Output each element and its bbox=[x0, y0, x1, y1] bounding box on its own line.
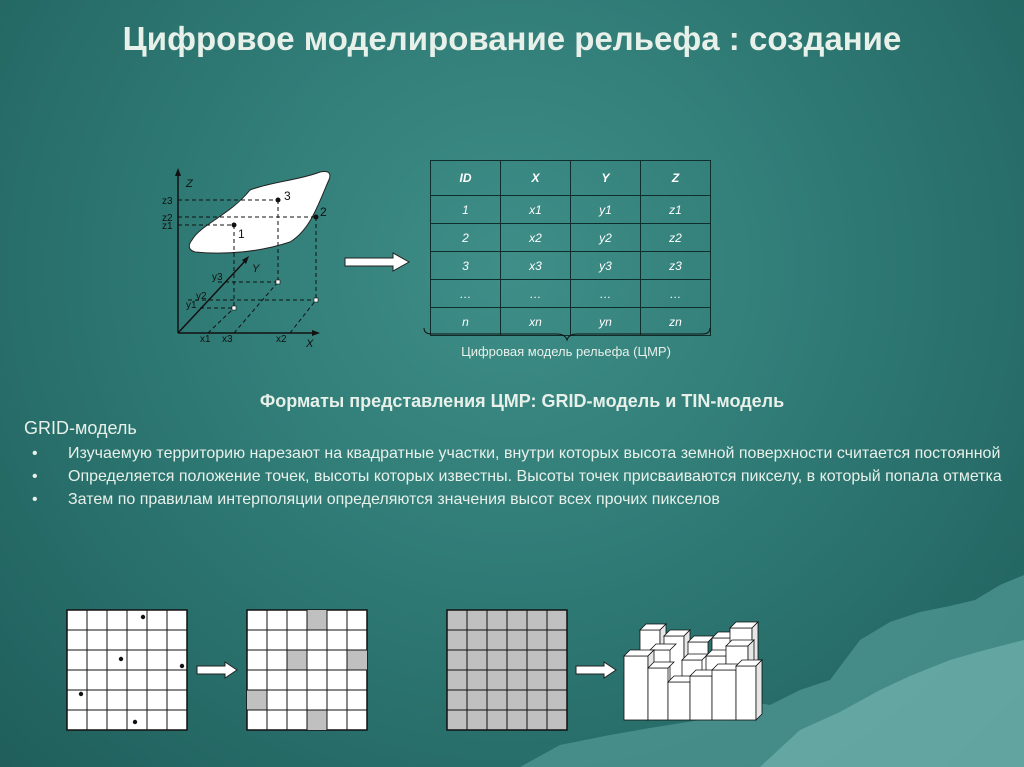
bullet-item: • Затем по правилам интерполяции определяются значения высот всех прочих пикселов bbox=[30, 489, 1010, 511]
table-cell: y3 bbox=[571, 252, 641, 280]
table-cell: x3 bbox=[501, 252, 571, 280]
bullet-item: • Определяется положение точек, высоты которых известны. Высоты точек присваиваются пикселу, в который попала отметка bbox=[30, 466, 1010, 488]
z1-label: z1 bbox=[162, 221, 173, 232]
table-caption: Цифровая модель рельефа (ЦМР) bbox=[461, 344, 671, 359]
table-cell: z2 bbox=[641, 224, 711, 252]
table-cell: y2 bbox=[571, 224, 641, 252]
table-cell: zn bbox=[641, 308, 711, 336]
table-cell: 1 bbox=[431, 196, 501, 224]
x1-label: x1 bbox=[200, 334, 211, 345]
grid-model-heading: GRID-модель bbox=[24, 418, 137, 438]
z3-label: z3 bbox=[162, 196, 173, 207]
table-cell: yn bbox=[571, 308, 641, 336]
slide-title: Цифровое моделирование рельефа : создание bbox=[122, 20, 902, 57]
axis-z-label: Z bbox=[186, 178, 193, 190]
table-row bbox=[431, 196, 711, 224]
table-row bbox=[431, 252, 711, 280]
y3-label: y3 bbox=[212, 272, 223, 283]
arrow-right-icon bbox=[195, 661, 239, 679]
table-cell: … bbox=[641, 280, 711, 308]
table-cell: … bbox=[501, 280, 571, 308]
y2-label: y2 bbox=[196, 291, 207, 302]
bullet-list bbox=[30, 443, 1010, 512]
table-header: ID bbox=[431, 161, 501, 196]
axis-y-label: Y bbox=[252, 263, 260, 275]
point-2-label: 2 bbox=[320, 205, 327, 219]
bullet-item: • Изучаемую территорию нарезают на квадратные участки, внутри которых высота земной поверхности считается постоянной bbox=[30, 443, 1010, 465]
arrow-right-icon bbox=[574, 661, 618, 679]
table-cell: xn bbox=[501, 308, 571, 336]
axis-x-label: X bbox=[306, 338, 314, 350]
point-1-label: 1 bbox=[238, 227, 245, 241]
formats-subtitle: Форматы представления ЦМР: GRID-модель и TIN-модель bbox=[259, 391, 785, 411]
y1-label: y1 bbox=[186, 300, 197, 311]
table-cell: n bbox=[431, 308, 501, 336]
table-cell: z3 bbox=[641, 252, 711, 280]
x2-label: x2 bbox=[276, 334, 287, 345]
grid-points-figure bbox=[66, 609, 190, 733]
z2-label: z2 bbox=[162, 213, 173, 224]
dem-table bbox=[430, 160, 711, 336]
table-header-row bbox=[431, 161, 711, 196]
table-row bbox=[431, 224, 711, 252]
table-cell: z1 bbox=[641, 196, 711, 224]
table-header: Y bbox=[571, 161, 641, 196]
table-cell: x1 bbox=[501, 196, 571, 224]
table-brace bbox=[422, 326, 712, 342]
x3-label: x3 bbox=[222, 334, 233, 345]
table-cell: 3 bbox=[431, 252, 501, 280]
arrow-right-icon bbox=[343, 252, 411, 272]
block-model-figure bbox=[622, 616, 778, 724]
table-row bbox=[431, 280, 711, 308]
point-3-label: 3 bbox=[284, 189, 291, 203]
grid-assigned-figure bbox=[246, 609, 370, 733]
table-cell: 2 bbox=[431, 224, 501, 252]
table-header: Z bbox=[641, 161, 711, 196]
table-cell: x2 bbox=[501, 224, 571, 252]
grid-interpolated-figure bbox=[446, 609, 570, 733]
table-cell: … bbox=[431, 280, 501, 308]
table-cell: y1 bbox=[571, 196, 641, 224]
surface-diagram bbox=[150, 160, 340, 350]
table-cell: … bbox=[571, 280, 641, 308]
table-header: X bbox=[501, 161, 571, 196]
